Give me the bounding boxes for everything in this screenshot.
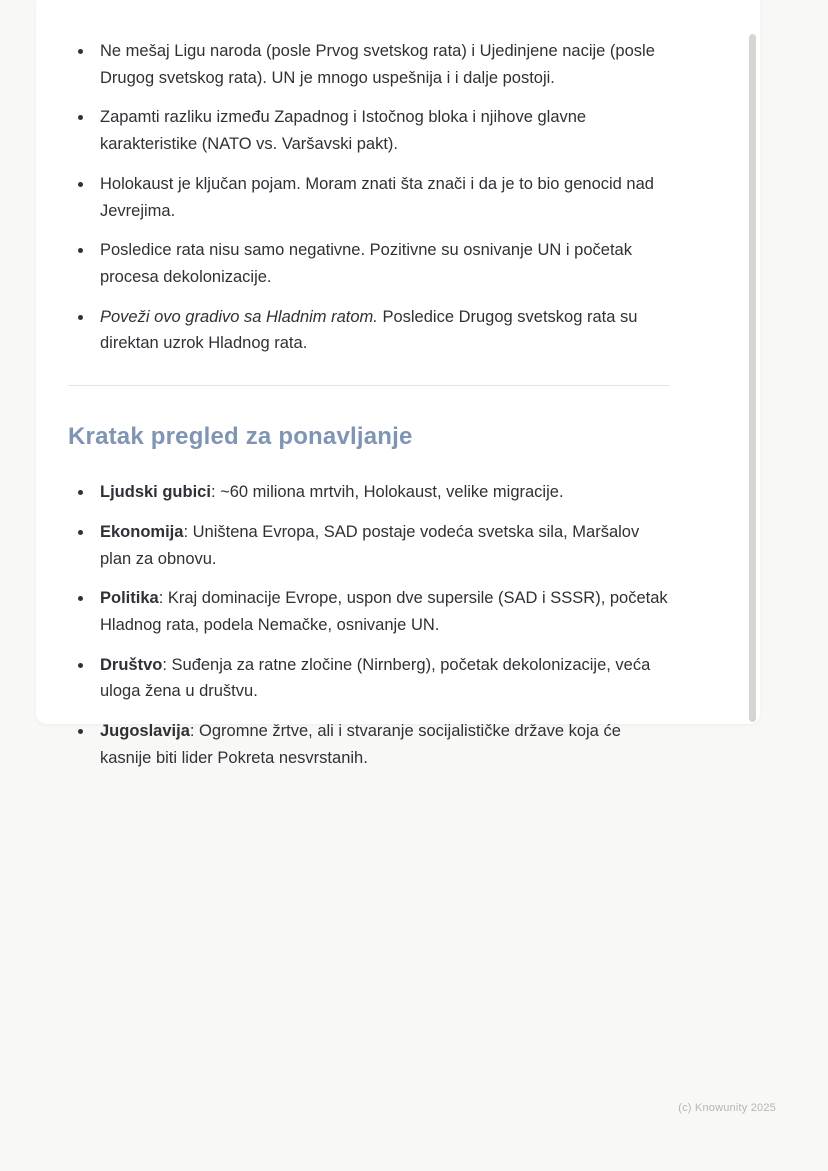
list-item <box>94 519 670 572</box>
summary-text: : Kraj dominacije Evrope, uspon dve supersile (SAD i SSSR), početak Hladnog rata, podela Nemačke, osnivanje UN. <box>100 589 668 634</box>
study-notes-list <box>68 38 670 357</box>
note-italic-text: Poveži ovo gradivo sa Hladnim ratom. <box>100 307 378 326</box>
note-text: Holokaust je ključan pojam. Moram znati šta znači i da je to bio genocid nad Jevrejima. <box>100 174 654 220</box>
list-item <box>94 104 670 157</box>
list-item <box>94 652 670 705</box>
list-item <box>94 479 670 506</box>
section-heading: Kratak pregled za ponavljanje <box>68 423 413 451</box>
note-text: Ne mešaj Ligu naroda (posle Prvog svetskog rata) i Ujedinjene nacije (posle Drugog svetskog rata). UN je mnogo uspešnija i i dalje postoji. <box>100 42 655 87</box>
list-item <box>94 585 670 638</box>
copyright-text: (c) Knowunity 2025 <box>678 1102 776 1114</box>
summary-term: Ekonomija <box>100 522 184 541</box>
summary-text: : Uništena Evropa, SAD postaje vodeća svetska sila, Maršalov plan za obnovu. <box>100 522 640 568</box>
summary-text: : ~60 miliona mrtvih, Holokaust, velike migracije. <box>210 483 564 502</box>
summary-term: Politika <box>100 589 159 608</box>
section-divider <box>68 385 670 386</box>
list-item <box>94 237 670 290</box>
list-item <box>94 304 670 357</box>
note-card <box>36 0 760 767</box>
note-text: Posledice Drugog svetskog rata su direktan uzrok Hladnog rata. <box>100 307 638 353</box>
summary-list <box>68 479 670 771</box>
note-content <box>68 38 670 785</box>
summary-text: : Ogromne žrtve, ali i stvaranje socijalističke države koja će kasnije biti lider Pokreta nesvrstanih. <box>100 722 621 767</box>
scrollbar-track <box>749 34 756 722</box>
scrollbar-thumb[interactable] <box>749 34 756 722</box>
summary-text: : Suđenja za ratne zločine (Nirnberg), početak dekolonizacije, veća uloga žena u društvu. <box>100 655 651 701</box>
note-text: Posledice rata nisu samo negativne. Pozitivne su osnivanje UN i početak procesa dekolonizacije. <box>100 241 632 287</box>
list-item <box>94 38 670 91</box>
list-item <box>94 718 670 771</box>
summary-term: Jugoslavija <box>100 722 190 741</box>
summary-term: Društvo <box>100 655 163 674</box>
list-item <box>94 171 670 224</box>
note-text: Zapamti razliku između Zapadnog i Istočnog bloka i njihove glavne karakteristike (NATO vs. Varšavski pakt). <box>100 108 587 154</box>
summary-term: Ljudski gubici <box>100 483 211 502</box>
